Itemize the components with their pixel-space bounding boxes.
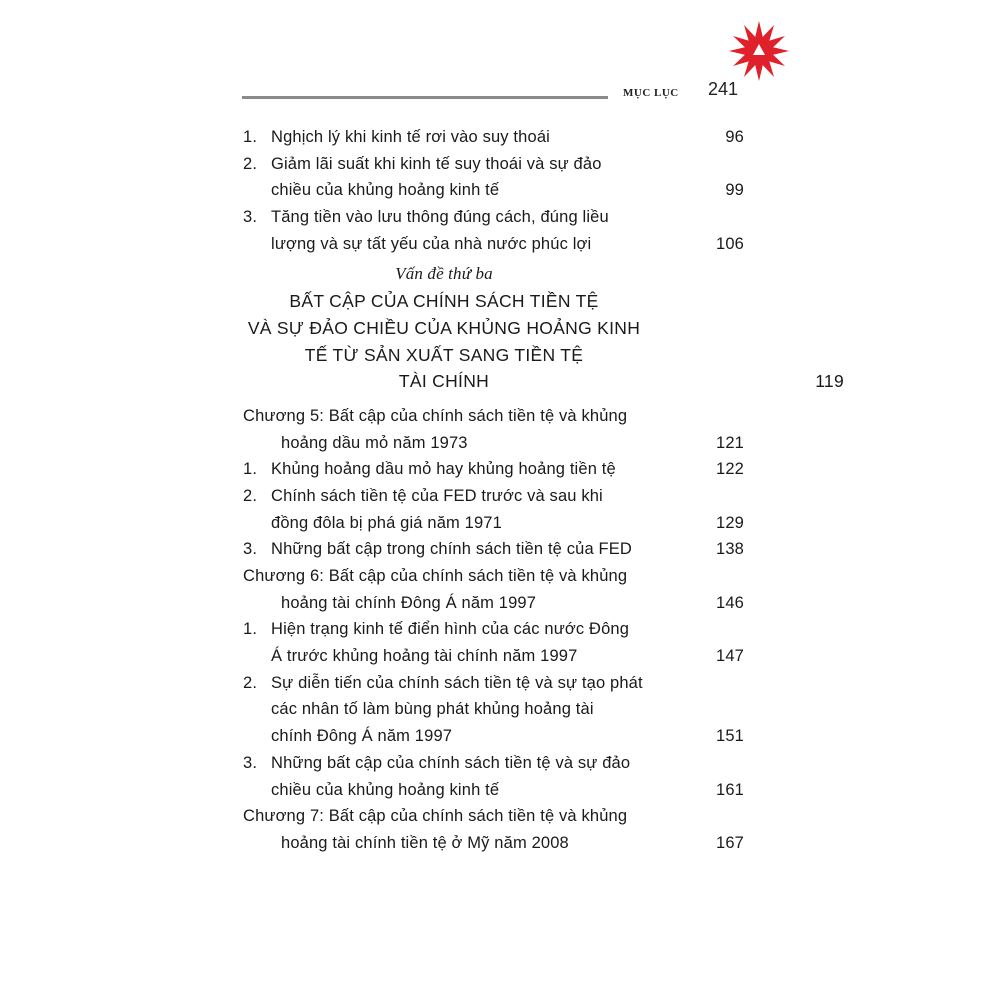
- entry-title: Chính sách tiền tệ của FED trước và sau khi: [271, 486, 603, 505]
- entry-title: Khủng hoảng dầu mỏ hay khủng hoảng tiền tệ: [271, 460, 616, 479]
- part-label: Vấn đề thứ ba: [395, 264, 493, 284]
- entry-title: đồng đôla bị phá giá năm 1971: [271, 513, 502, 532]
- toc-entry-continuation: [243, 696, 745, 723]
- toc-entry: [243, 456, 745, 483]
- entry-number: 3.: [243, 208, 258, 227]
- chapter-heading: [243, 403, 745, 430]
- entry-page: 151: [716, 727, 744, 746]
- entry-title: Á trước khủng hoảng tài chính năm 1997: [271, 647, 578, 666]
- entry-title: Tăng tiền vào lưu thông đúng cách, đúng liều: [271, 208, 609, 227]
- entry-number: 1.: [243, 620, 258, 639]
- entry-title: chiều của khủng hoảng kinh tế: [271, 181, 500, 200]
- chapter-title: Chương 5: Bất cập của chính sách tiền tệ và khủng: [243, 406, 628, 425]
- toc-entry: [243, 483, 745, 510]
- toc-entry-continuation: [243, 510, 745, 537]
- entry-title: các nhân tố làm bùng phát khủng hoảng tài: [271, 700, 594, 719]
- entry-page: 119: [815, 371, 844, 392]
- entry-number: 3.: [243, 540, 258, 559]
- entry-title: Sự diễn tiến của chính sách tiền tệ và sự tạo phát: [271, 673, 643, 692]
- section-label: MỤC LỤC: [623, 87, 679, 99]
- entry-title: chiều của khủng hoảng kinh tế: [271, 780, 500, 799]
- entry-number: 2.: [243, 154, 258, 173]
- part-title: VÀ SỰ ĐẢO CHIỀU CỦA KHỦNG HOẢNG KINH: [247, 317, 641, 338]
- entry-title: Nghịch lý khi kinh tế rơi vào suy thoái: [271, 128, 550, 146]
- toc-entry-continuation: [243, 723, 745, 750]
- page-number: 241: [708, 79, 739, 99]
- entry-page: 138: [716, 540, 744, 559]
- chapter-heading-continuation: [243, 430, 745, 457]
- chapter-title: Chương 7: Bất cập của chính sách tiền tệ và khủng: [243, 807, 628, 826]
- entry-title: lượng và sự tất yếu của nhà nước phúc lợi: [271, 234, 592, 253]
- chapter-title: Chương 6: Bất cập của chính sách tiền tệ và khủng: [243, 567, 628, 585]
- chapter-heading: [243, 563, 745, 590]
- chapter-title: hoảng dầu mỏ năm 1973: [281, 433, 468, 452]
- entry-title: Những bất cập của chính sách tiền tệ và sự đảo: [271, 753, 631, 772]
- toc-entry: [243, 151, 745, 178]
- entry-number: 1.: [243, 460, 258, 479]
- toc-entry: [243, 616, 745, 643]
- toc-entry-continuation: [243, 177, 745, 204]
- entry-title: Giảm lãi suất khi kinh tế suy thoái và sự đảo: [271, 154, 602, 173]
- toc-entry: [243, 536, 745, 563]
- entry-number: 2.: [243, 486, 258, 505]
- table-of-contents: [243, 124, 844, 857]
- entry-page: 106: [716, 234, 744, 253]
- entry-page: 121: [716, 433, 744, 452]
- entry-title: Những bất cập trong chính sách tiền tệ của FED: [271, 540, 632, 559]
- toc-entry: [243, 670, 745, 697]
- entry-title: Hiện trạng kinh tế điển hình của các nước Đông: [271, 620, 630, 639]
- chapter-heading-continuation: [243, 830, 745, 857]
- entry-page: 161: [716, 780, 744, 799]
- entry-page: 96: [725, 128, 744, 146]
- part-title: TẾ TỪ SẢN XUẤT SANG TIỀN TỆ: [304, 344, 584, 365]
- entry-page: 129: [716, 513, 744, 532]
- red-star-publisher-logo-icon: [728, 20, 790, 82]
- part-title: TÀI CHÍNH: [398, 371, 490, 392]
- toc-entry: [243, 124, 745, 151]
- toc-entry-continuation: [243, 231, 745, 258]
- entry-page: 122: [716, 460, 744, 479]
- chapter-title: hoảng tài chính tiền tệ ở Mỹ năm 2008: [281, 833, 569, 852]
- toc-entry-continuation: [243, 643, 745, 670]
- toc-entry: [243, 750, 745, 777]
- entry-number: 3.: [243, 753, 258, 772]
- part-title-last: [243, 368, 844, 395]
- chapter-heading-continuation: [243, 590, 745, 617]
- toc-entry: [243, 204, 745, 231]
- entry-page: 147: [716, 647, 744, 666]
- entry-page: 167: [716, 833, 744, 852]
- chapter-title: hoảng tài chính Đông Á năm 1997: [281, 593, 537, 612]
- toc-entry-continuation: [243, 777, 745, 804]
- entry-page: 99: [725, 181, 744, 200]
- header-rule: [242, 96, 608, 99]
- chapter-heading: [243, 803, 745, 830]
- entry-number: 1.: [243, 128, 258, 146]
- entry-page: 146: [716, 593, 744, 612]
- part-title: BẤT CẬP CỦA CHÍNH SÁCH TIỀN TỆ: [289, 291, 599, 312]
- entry-number: 2.: [243, 673, 258, 692]
- entry-title: chính Đông Á năm 1997: [271, 727, 453, 746]
